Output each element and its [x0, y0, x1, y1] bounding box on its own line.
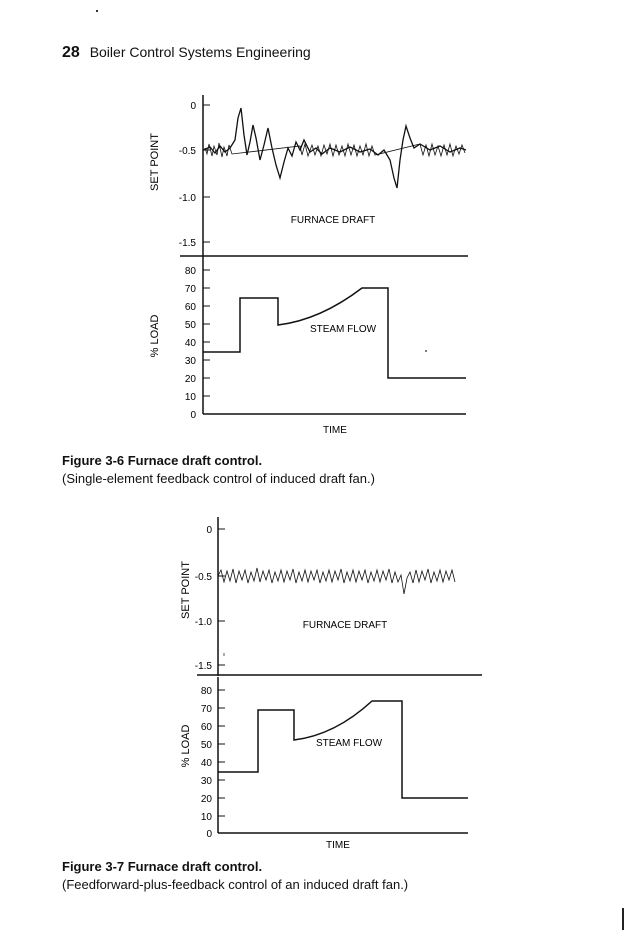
- load-axis-label: % LOAD: [149, 314, 161, 358]
- steam-flow-label: STEAM FLOW: [309, 324, 377, 335]
- load-tick-label: 40: [184, 338, 196, 349]
- furnace-draft-label: FURNACE DRAFT: [302, 620, 388, 631]
- draft-tick-label: -1.5: [194, 661, 212, 672]
- load-tick-label: 60: [184, 302, 196, 313]
- draft-axis-label: SET POINT: [180, 561, 192, 619]
- load-axis-label: % LOAD: [180, 724, 192, 768]
- steam-flow-trace: [218, 701, 468, 798]
- draft-axis-label: SET POINT: [149, 133, 161, 191]
- page-edge-mark: [622, 908, 624, 930]
- load-tick-label: 0: [190, 410, 196, 421]
- caption-text: (Single-element feedback control of induced draft fan.): [62, 471, 375, 486]
- caption-text: (Feedforward-plus-feedback control of an induced draft fan.): [62, 877, 409, 892]
- load-tick-label: 80: [184, 266, 196, 277]
- load-tick-label: 50: [184, 320, 196, 331]
- load-tick-label: 60: [200, 722, 212, 733]
- load-tick-label: 70: [184, 284, 196, 295]
- draft-tick-label: -1.5: [178, 238, 196, 249]
- book-title: Boiler Control Systems Engineering: [89, 44, 311, 60]
- furnace-draft-label: FURNACE DRAFT: [290, 215, 376, 226]
- page-number: 28: [62, 44, 80, 61]
- time-axis-label: TIME: [323, 425, 347, 436]
- steam-flow-label: STEAM FLOW: [315, 738, 383, 749]
- caption-title: Figure 3-6 Furnace draft control.: [62, 453, 263, 468]
- load-tick-label: 30: [184, 356, 196, 367]
- load-tick-label: 80: [200, 686, 212, 697]
- caption-title: Figure 3-7 Furnace draft control.: [62, 859, 263, 874]
- load-tick-label: 20: [184, 374, 196, 385]
- figure-3-7-caption: [62, 858, 408, 894]
- draft-tick-label: -0.5: [178, 146, 196, 157]
- load-tick-label: 40: [200, 758, 212, 769]
- load-tick-label: 0: [206, 829, 212, 840]
- load-panel: [180, 677, 468, 851]
- load-tick-label: 50: [200, 740, 212, 751]
- time-axis-label: TIME: [326, 840, 350, 851]
- load-tick-label: 10: [184, 392, 196, 403]
- draft-tick-label: -0.5: [194, 572, 212, 583]
- draft-tick-label: 0: [206, 525, 212, 536]
- draft-panel: [180, 517, 482, 676]
- draft-tick-label: -1.0: [178, 193, 196, 204]
- draft-tick-label: 0: [190, 101, 196, 112]
- load-tick-label: 30: [200, 776, 212, 787]
- load-tick-label: 20: [200, 794, 212, 805]
- load-tick-label: 10: [200, 812, 212, 823]
- load-tick-label: 70: [200, 704, 212, 715]
- furnace-draft-trace: [218, 568, 455, 594]
- draft-tick-label: -1.0: [194, 617, 212, 628]
